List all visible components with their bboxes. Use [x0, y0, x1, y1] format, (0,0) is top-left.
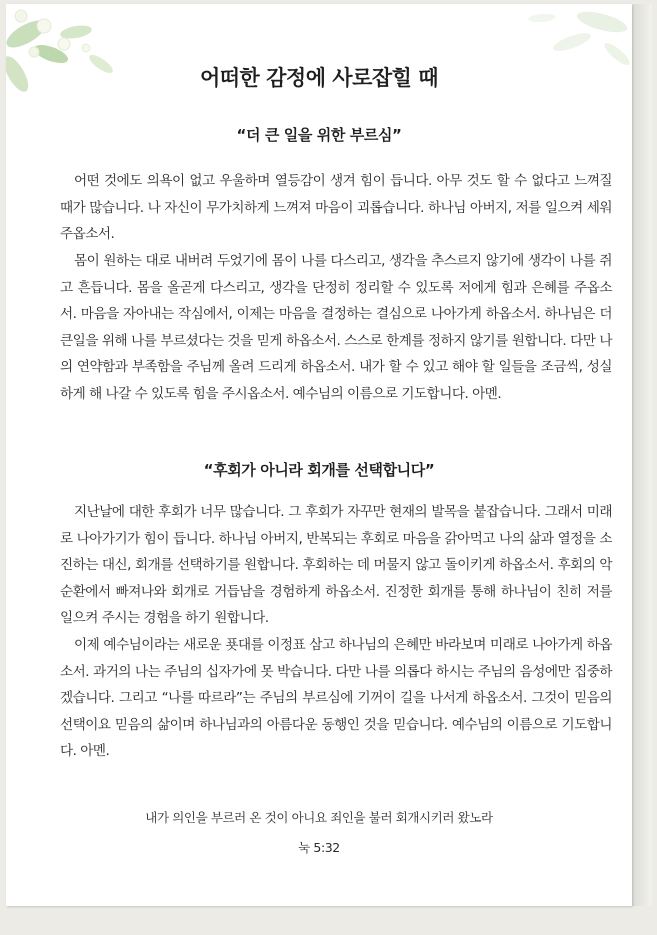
page-title: 어떠한 감정에 사로잡힐 때 [199, 66, 439, 90]
document-page [6, 4, 632, 906]
section-heading: “후회가 아니라 회개를 선택합니다” [203, 461, 435, 479]
bible-verse: 내가 의인을 부르러 온 것이 아니요 죄인을 불러 회개시키러 왔노라 [145, 810, 493, 825]
verse-reference: 눅 5:32 [298, 840, 340, 855]
page-edge-shadow [632, 4, 652, 906]
flower-decoration-icon [6, 4, 156, 114]
paragraph: 몸이 원하는 대로 내버려 두었기에 몸이 나를 다스리고, 생각을 추스르지 않기에 생각이 나를 쥐고 흔듭니다. 몸을 올곧게 다스리고, 생각을 단정히 정리할 수 있도록 저에게 힘과 은혜를 주옵소서. 마음을 자아내는 작심에서, 이제는 마음을 결정하는 결심으로 나아가게 하옵소서. 하나님은 더 큰일을 위해 나를 부르셨다는 것을 믿게 하옵소서. 스스로 한계를 정하지 않기를 원합니다. 다만 나의 연약함과 부족함을 주님께 올려 드리게 하옵소서. 내가 할 수 있고 해야 할 일들을 조금씩, 성실하게 해 나갈 수 있도록 힘을 주시옵소서. 예수님의 이름으로 기도합니다. 아멘. [60, 253, 612, 402]
paragraph: 지난날에 대한 후회가 너무 많습니다. 그 후회가 자꾸만 현재의 발목을 붙잡습니다. 그래서 미래로 나아가기가 힘이 듭니다. 하나님 아버지, 반복되는 후회로 마음을 갉아먹고 나의 삶과 열정을 소진하는 대신, 회개를 선택하기를 원합니다. 후회하는 데 머물지 않고 돌이키게 하옵소서. 후회의 악순환에서 빠져나와 회개로 거듭남을 경험하게 하옵소서. 진정한 회개를 통해 하나님이 친히 저를 일으켜 주시는 경험을 하기 원합니다. [60, 504, 612, 626]
paragraph: 이제 예수님이라는 새로운 푯대를 이정표 삼고 하나님의 은혜만 바라보며 미래로 나아가게 하옵소서. 과거의 나는 주님의 십자가에 못 박습니다. 다만 나를 의롭다 하시는 주님의 음성에만 집중하겠습니다. 그리고 “나를 따르라”는 주님의 부르심에 기꺼이 길을 나서게 하옵소서. 그것이 믿음의 선택이요 믿음의 삶이며 하나님과의 아름다운 동행인 것을 믿습니다. 예수님의 이름으로 기도합니다. 아멘. [60, 637, 612, 759]
paragraph: 어떤 것에도 의욕이 없고 우울하며 열등감이 생겨 힘이 듭니다. 아무 것도 할 수 없다고 느껴질 때가 많습니다. 나 자신이 무가치하게 느껴져 마음이 괴롭습니다. 하나님 아버지, 저를 일으켜 세워 주옵소서. [60, 173, 612, 242]
section-heading: “더 큰 일을 위한 부르심” [236, 126, 402, 144]
